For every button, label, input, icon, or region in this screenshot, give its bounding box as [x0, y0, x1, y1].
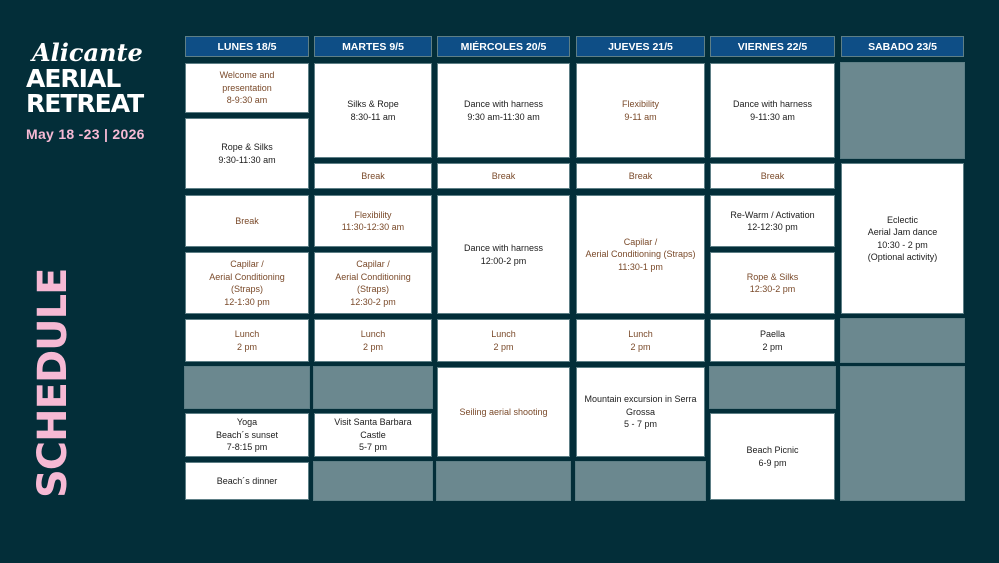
- brand-dates: May 18 -23 | 2026: [26, 126, 145, 142]
- cell-text-line: 12-1:30 pm: [224, 296, 270, 307]
- schedule-cell-fri-rope: [710, 252, 835, 314]
- day-header-1: MARTES 9/5: [314, 36, 432, 57]
- cell-text-line: Lunch: [360, 329, 386, 339]
- schedule-cell-tue-flex: [314, 195, 432, 247]
- cell-text-line: Aerial Conditioning: [335, 271, 411, 282]
- cell-text-line: 9:30 am-11:30 am: [467, 111, 540, 122]
- cell-text-line: 9-11 am: [624, 111, 657, 122]
- cell-text-line: Break: [628, 170, 653, 181]
- schedule-cell-wed-dance: [437, 63, 570, 158]
- cell-text-line: 6-9 pm: [758, 457, 787, 468]
- cell-text-line: Aerial Conditioning (Straps): [585, 249, 696, 260]
- cell-text-line: Paella: [759, 329, 786, 339]
- schedule-cell-tue-lunch: [314, 319, 432, 362]
- schedule-cell-tue-silks: [314, 63, 432, 158]
- brand-script-title: Alicante: [32, 38, 143, 67]
- cell-text-line: Dance with harness: [463, 99, 544, 109]
- schedule-cell-tue-break: [314, 163, 432, 189]
- brand: [26, 40, 145, 142]
- day-header-2: MIÉRCOLES 20/5: [437, 36, 570, 57]
- empty-slot: [710, 367, 835, 408]
- cell-text-line: Eclectic: [886, 214, 918, 225]
- empty-slot: [314, 462, 432, 500]
- cell-text-line: (Straps): [356, 284, 389, 294]
- cell-text-line: 7-8:15 pm: [226, 442, 268, 453]
- cell-text-line: 5-7 pm: [358, 442, 387, 453]
- cell-text-line: Lunch: [234, 329, 260, 339]
- cell-text-line: 11:30-12:30 am: [341, 222, 405, 232]
- cell-text-line: Yoga: [236, 417, 258, 428]
- cell-text-line: Aerial Jam dance: [867, 227, 938, 237]
- cell-text-line: Flexibility: [621, 99, 659, 109]
- schedule-cell-fri-paella: [710, 319, 835, 362]
- cell-text-line: (Optional activity): [867, 252, 938, 262]
- cell-text-line: 2 pm: [493, 341, 514, 352]
- cell-text-line: Beach´s dinner: [216, 475, 278, 486]
- cell-text-line: 9:30-11:30 am: [218, 154, 276, 165]
- schedule-cell-wed-lunch: [437, 319, 570, 362]
- schedule-cell-fri-break: [710, 163, 835, 189]
- cell-text-line: 2 pm: [236, 341, 257, 352]
- cell-text-line: 10:30 - 2 pm: [877, 239, 928, 250]
- schedule-cell-tue-visit: [314, 413, 432, 457]
- cell-text-line: (Straps): [230, 284, 263, 294]
- day-header-0: LUNES 18/5: [185, 36, 309, 57]
- cell-text-line: Capilar /: [230, 259, 264, 269]
- cell-text-line: Lunch: [491, 329, 516, 339]
- schedule-cell-fri-dance: [710, 63, 835, 158]
- schedule-cell-thu-lunch: [576, 319, 705, 362]
- schedule-cell-thu-flex: [576, 63, 705, 158]
- schedule-cell-mon-dinner: [185, 462, 309, 500]
- cell-text-line: 9-11:30 am: [750, 111, 795, 122]
- cell-text-line: Re-Warm / Activation: [730, 209, 815, 220]
- cell-text-line: Dance with harness: [463, 243, 544, 253]
- schedule-cell-wed-shoot: [437, 367, 570, 457]
- schedule-cell-mon-yoga: [185, 413, 309, 457]
- cell-text-line: Break: [235, 215, 259, 226]
- schedule-cell-wed-dance2: [437, 195, 570, 314]
- schedule-cell-mon-break: [185, 195, 309, 247]
- cell-text-line: Welcome and: [219, 70, 275, 81]
- schedule-cell-mon-capilar: [185, 252, 309, 314]
- schedule-cell-sat-eclectic: [841, 163, 964, 314]
- brand-title-line2: RETREAT: [26, 89, 144, 118]
- cell-text-line: 12:30-2 pm: [749, 284, 796, 294]
- schedule-cell-mon-rope: [185, 118, 309, 189]
- empty-slot: [841, 63, 964, 158]
- cell-text-line: Beach´s sunset: [215, 429, 279, 440]
- cell-text-line: Break: [491, 170, 516, 181]
- cell-text-line: 12:30-2 pm: [350, 296, 396, 307]
- empty-slot: [437, 462, 570, 500]
- cell-text-line: Rope & Silks: [221, 142, 273, 152]
- cell-text-line: Break: [361, 170, 385, 181]
- schedule-cell-thu-break: [576, 163, 705, 189]
- schedule-cell-mon-welcome: [185, 63, 309, 113]
- cell-text-line: Break: [760, 170, 785, 181]
- cell-text-line: 12-12:30 pm: [747, 222, 798, 232]
- cell-text-line: Capilar /: [623, 236, 658, 247]
- cell-text-line: 2 pm: [762, 341, 783, 352]
- cell-text-line: Dance with harness: [732, 99, 813, 109]
- empty-slot: [576, 462, 705, 500]
- cell-text-line: Castle: [360, 429, 386, 440]
- cell-text-line: Lunch: [628, 329, 653, 339]
- brand-title-line1: AERIAL: [26, 64, 121, 93]
- schedule-side-label: SCHEDULE: [30, 268, 76, 498]
- cell-text-line: Flexibility: [354, 209, 392, 220]
- cell-text-line: presentation: [222, 82, 272, 93]
- cell-text-line: 8-9:30 am: [226, 95, 268, 106]
- schedule-cell-fri-picnic: [710, 413, 835, 500]
- cell-text-line: Seiling aerial shooting: [459, 406, 548, 417]
- empty-slot: [841, 319, 964, 362]
- cell-text-line: 12:00-2 pm: [480, 255, 527, 266]
- schedule-cell-thu-mountain: [576, 367, 705, 457]
- cell-text-line: Rope & Silks: [746, 271, 799, 282]
- cell-text-line: Mountain excursion in Serra: [584, 394, 697, 405]
- cell-text-line: Beach Picnic: [746, 445, 799, 455]
- schedule-cell-thu-capilar: [576, 195, 705, 314]
- cell-text-line: Aerial Conditioning: [209, 271, 285, 282]
- cell-text-line: Grossa: [625, 406, 655, 417]
- day-header-5: SABADO 23/5: [841, 36, 964, 57]
- day-header-3: JUEVES 21/5: [576, 36, 705, 57]
- schedule-cell-fri-rewarm: [710, 195, 835, 247]
- empty-slot: [314, 367, 432, 408]
- cell-text-line: Silks & Rope: [347, 99, 399, 109]
- cell-text-line: 2 pm: [630, 341, 651, 352]
- empty-slot: [185, 367, 309, 408]
- schedule-cell-wed-break: [437, 163, 570, 189]
- schedule-cell-tue-capilar: [314, 252, 432, 314]
- cell-text-line: 11:30-1 pm: [618, 261, 663, 272]
- cell-text-line: Capilar /: [356, 259, 390, 269]
- cell-text-line: 2 pm: [362, 341, 383, 352]
- cell-text-line: 5 - 7 pm: [623, 419, 657, 430]
- day-header-4: VIERNES 22/5: [710, 36, 835, 57]
- schedule-cell-mon-lunch: [185, 319, 309, 362]
- cell-text-line: Visit Santa Barbara: [334, 417, 412, 428]
- cell-text-line: 8:30-11 am: [350, 111, 396, 122]
- empty-slot: [841, 367, 964, 500]
